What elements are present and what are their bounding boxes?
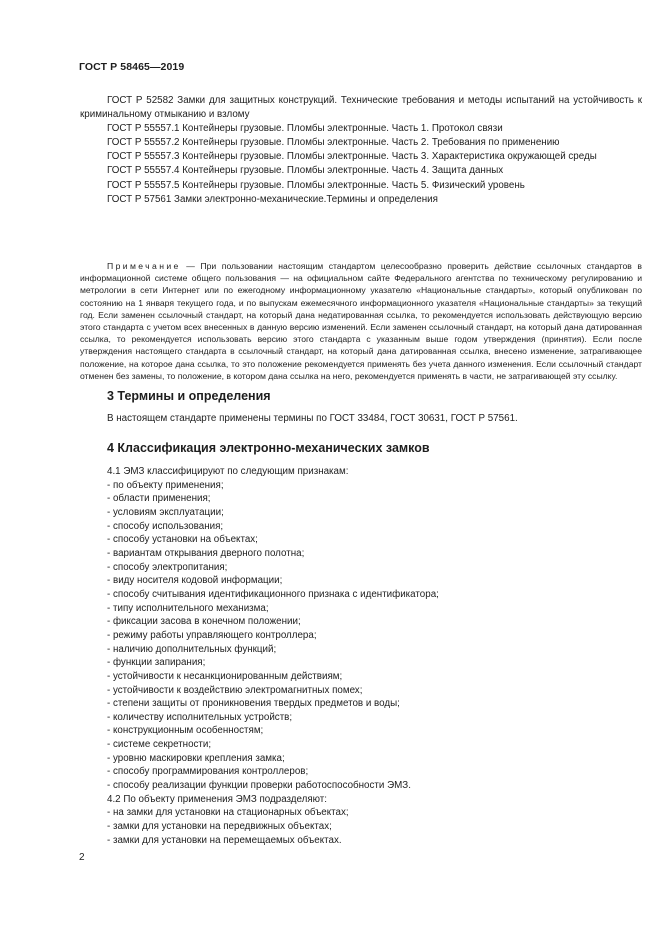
list-item: - области применения;: [107, 492, 642, 506]
list-item: - уровню маскировки крепления замка;: [107, 752, 642, 766]
list-item: - степени защиты от проникновения твердых предметов и воды;: [107, 697, 642, 711]
section-3-heading: 3 Термины и определения: [107, 389, 271, 403]
reference-item: ГОСТ Р 55557.2 Контейнеры грузовые. Пломбы электронные. Часть 2. Требования по применению: [107, 137, 560, 149]
clause-4-1: 4.1 ЭМЗ классифицируют по следующим признакам:: [107, 466, 349, 477]
clause-4-2: 4.2 По объекту применения ЭМЗ подразделяют:: [107, 793, 328, 805]
list-item: - замки для установки на перемещаемых объектах.: [107, 834, 642, 848]
list-item: - виду носителя кодовой информации;: [107, 574, 642, 588]
list-item: - наличию дополнительных функций;: [107, 643, 642, 657]
list-item: - типу исполнительного механизма;: [107, 602, 642, 616]
list-item: - вариантам открывания дверного полотна;: [107, 547, 642, 561]
note-label: Примечание: [107, 261, 181, 271]
list-item: - способу считывания идентификационного признака с идентификатора;: [107, 588, 642, 602]
list-item: - устойчивости к воздействию электромагнитных помех;: [107, 684, 642, 698]
reference-item: ГОСТ Р 55557.3 Контейнеры грузовые. Пломбы электронные. Часть 3. Характеристика окружающей среды: [107, 151, 597, 163]
list-item: - способу использования;: [107, 520, 642, 534]
section-4-heading: 4 Классификация электронно-механических замков: [107, 441, 430, 455]
list-item: - условиям эксплуатации;: [107, 506, 642, 520]
page-number: 2: [79, 852, 85, 863]
list-item: - системе секретности;: [107, 738, 642, 752]
list-item: - функции запирания;: [107, 656, 642, 670]
reference-item: ГОСТ Р 55557.5 Контейнеры грузовые. Пломбы электронные. Часть 5. Физический уровень: [107, 179, 525, 191]
list-item: - количеству исполнительных устройств;: [107, 711, 642, 725]
list-item: - фиксации засова в конечном положении;: [107, 615, 642, 629]
note-paragraph: [80, 260, 642, 382]
normative-references-list: [80, 94, 642, 207]
list-item: - способу реализации функции проверки работоспособности ЭМЗ.: [107, 779, 642, 793]
document-code-header: ГОСТ Р 58465—2019: [79, 61, 185, 73]
list-item: - режиму работы управляющего контроллера;: [107, 629, 642, 643]
reference-item: ГОСТ Р 57561 Замки электронно-механические.Термины и определения: [107, 193, 438, 205]
list-item: - на замки для установки на стационарных объектах;: [107, 806, 642, 820]
list-item: - по объекту применения;: [107, 479, 642, 493]
list-item: - способу установки на объектах;: [107, 533, 642, 547]
list-item: - способу программирования контроллеров;: [107, 765, 642, 779]
reference-item: ГОСТ Р 55557.1 Контейнеры грузовые. Пломбы электронные. Часть 1. Протокол связи: [107, 123, 503, 135]
reference-item: ГОСТ Р 55557.4 Контейнеры грузовые. Пломбы электронные. Часть 4. Защита данных: [107, 165, 504, 177]
list-item: - устойчивости к несанкционированным действиям;: [107, 670, 642, 684]
note-text: — При пользовании настоящим стандартом целесообразно проверить действие ссылочных стандартов в информационной системе общего пользования — на официальном сайте Федерального агентства по техническому регулированию и метрологии в сети Интернет или по ежегодному информационному указателю «Национальные стандарты», который опубликован по состоянию на 1 января текущего года, и по выпускам ежемесячного информационного указателя «Национальные стандарты» за текущий год. Если заменен ссылочный стандарт, на который дана недатированная ссылка, то рекомендуется использовать действующую версию этого стандарта с учетом всех внесенных в данную версию изменений. Если заменен ссылочный стандарт, на который дана датированная ссылка, то рекомендуется использовать версию этого стандарта с указанным выше годом утверждения (принятия). Если после утверждения настоящего стандарта в ссылочный стандарт, на который дана датированная ссылка, внесено изменение, затрагивающее положение, на которое дана ссылка, то это положение рекомендуется применять без учета данного изменения. Если ссылочный стандарт отменен без замены, то положение, в котором дана ссылка на него, рекомендуется применять в части, не затрагивающей эту ссылку.: [80, 261, 642, 381]
list-item: - способу электропитания;: [107, 561, 642, 575]
list-item: - замки для установки на передвижных объектах;: [107, 820, 642, 834]
section-3-text: В настоящем стандарте применены термины по ГОСТ 33484, ГОСТ 30631, ГОСТ Р 57561.: [107, 413, 518, 424]
section-4-content: [107, 465, 642, 847]
list-item: - конструкционным особенностям;: [107, 724, 642, 738]
reference-item: ГОСТ Р 52582 Замки для защитных конструкций. Технические требования и методы испытаний на устойчивость к криминальному отмыканию и взлому: [80, 95, 642, 121]
